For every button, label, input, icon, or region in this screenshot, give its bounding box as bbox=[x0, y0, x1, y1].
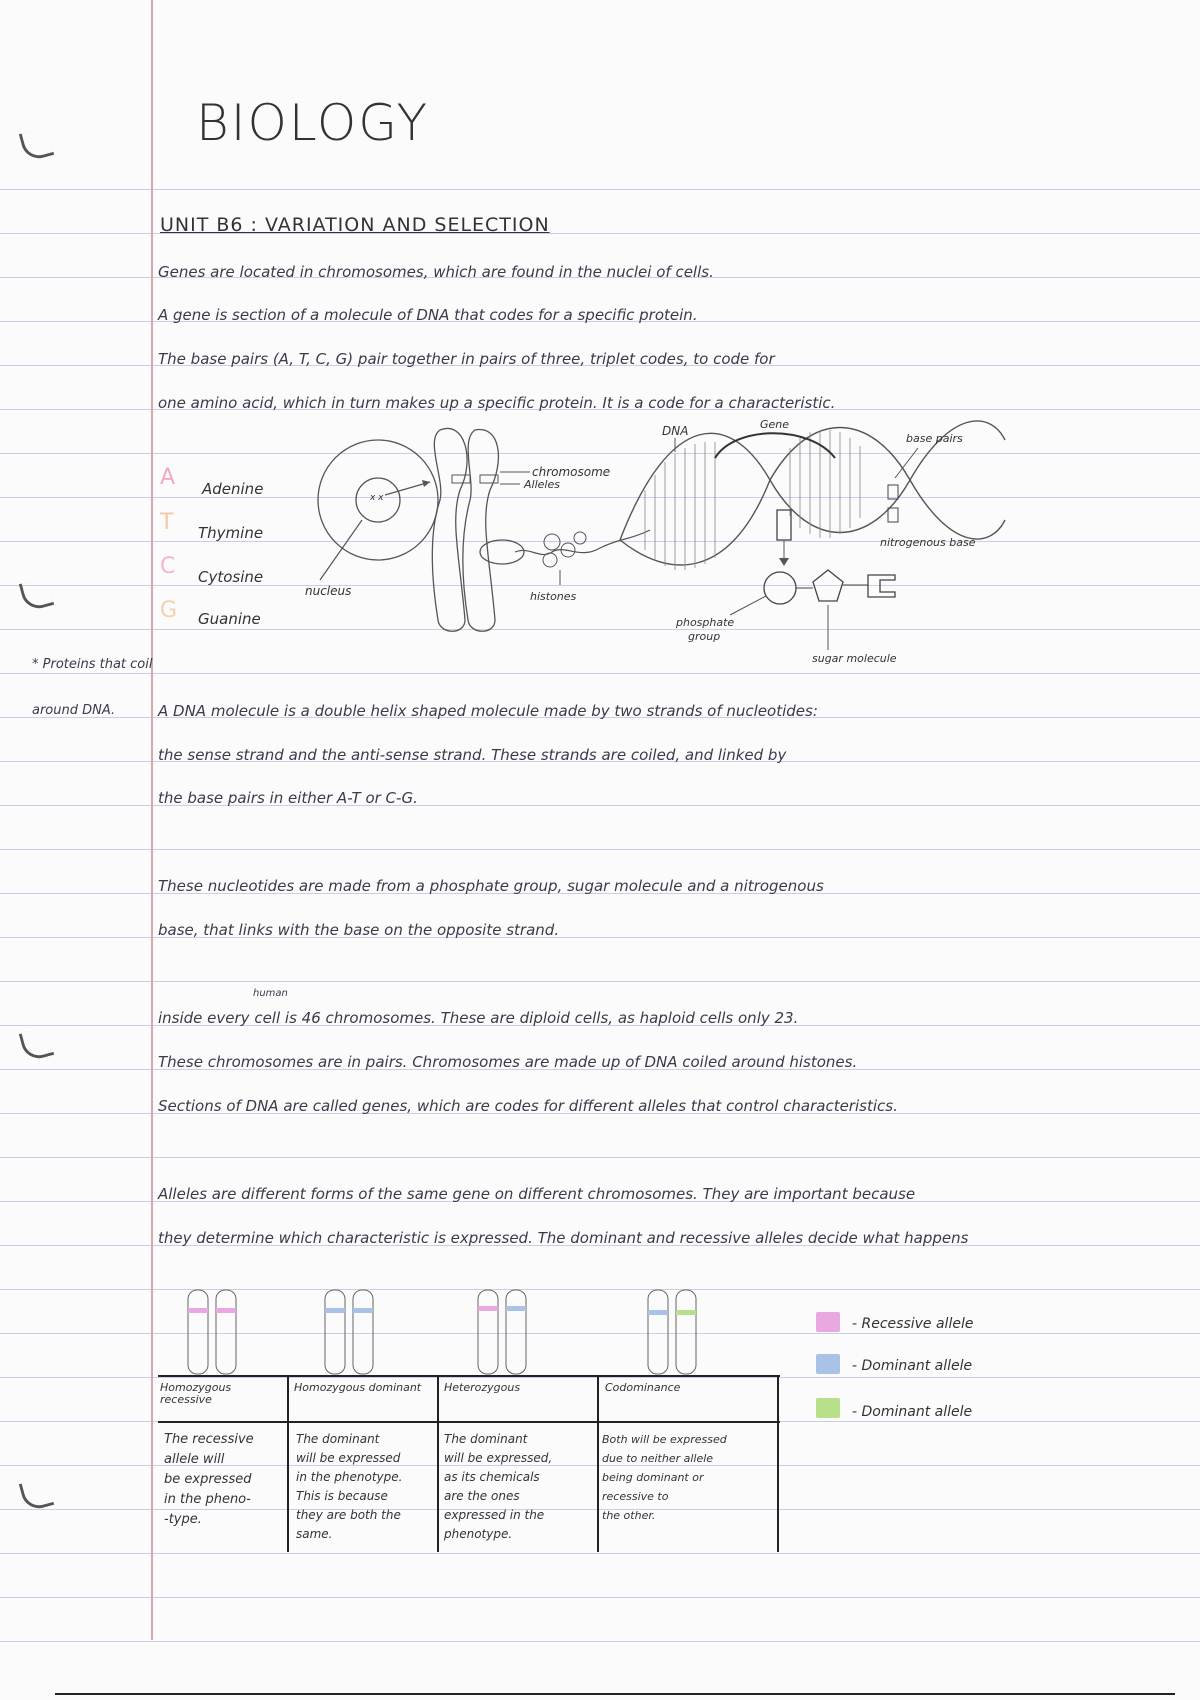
page-title: BIOLOGY bbox=[196, 94, 430, 152]
dna-diagram bbox=[290, 420, 1010, 670]
binding-hole bbox=[19, 577, 55, 613]
base-letter-a: A bbox=[160, 465, 176, 490]
base-name-adenine: Adenine bbox=[202, 480, 264, 498]
allele-box bbox=[452, 475, 470, 483]
nucleus-pointer bbox=[320, 520, 362, 580]
unit-heading: UNIT B6 : VARIATION AND SELECTION bbox=[160, 214, 550, 236]
zoom-arrowhead bbox=[422, 480, 430, 487]
nucleotide-arrowhead bbox=[779, 558, 789, 566]
table-header: Heterozygous bbox=[444, 1381, 521, 1394]
phosphate-group-label-2: group bbox=[688, 630, 721, 643]
gene-label: Gene bbox=[760, 420, 790, 431]
table-cell: Both will be expressed due to neither allele being dominant or recessive to the other. bbox=[602, 1433, 727, 1522]
codominant-allele-key: - Dominant allele bbox=[852, 1404, 973, 1420]
phosphate-group-circle bbox=[764, 572, 796, 604]
table-cell: The recessive allele will be expressed in the pheno- -type. bbox=[164, 1432, 254, 1527]
dominant-allele-key: - Dominant allele bbox=[852, 1358, 973, 1374]
pair-heterozygous bbox=[478, 1290, 526, 1374]
recessive-allele-key: - Recessive allele bbox=[852, 1316, 974, 1332]
text-line: inside every cell is 46 chromosomes. These are diploid cells, as haploid cells only 23. bbox=[158, 1009, 799, 1027]
text-line: Genes are located in chromosomes, which are found in the nuclei of cells. bbox=[158, 263, 714, 281]
sugar-pentagon bbox=[813, 570, 843, 601]
gene-bracket bbox=[715, 433, 835, 458]
text-line: A DNA molecule is a double helix shaped molecule made by two strands of nucleotides: bbox=[158, 702, 818, 720]
text-line: the sense strand and the anti-sense strand. These strands are coiled, and linked by bbox=[158, 746, 787, 764]
margin-note-line: around DNA. bbox=[32, 703, 116, 718]
nitrogenous-base-shape bbox=[868, 575, 895, 597]
table-header: Codominance bbox=[605, 1381, 681, 1394]
pair-codominance bbox=[648, 1290, 696, 1374]
histones-label: histones bbox=[530, 590, 577, 603]
dna-strand-coil bbox=[515, 530, 650, 555]
pair-homozygous-recessive bbox=[188, 1290, 236, 1374]
human-insert: human bbox=[253, 988, 288, 999]
nucleotide-highlight bbox=[777, 510, 791, 540]
nitrogenous-base-label: nitrogenous base bbox=[880, 536, 976, 549]
text-line: they determine which characteristic is expressed. The dominant and recessive alleles decide what happens bbox=[158, 1229, 969, 1247]
histone-bead bbox=[543, 553, 557, 567]
page-bottom-rule bbox=[55, 1693, 1175, 1695]
binding-hole bbox=[19, 127, 55, 163]
histone-bead bbox=[574, 532, 586, 544]
pair-homozygous-dominant bbox=[325, 1290, 373, 1374]
alleles-label: Alleles bbox=[524, 478, 560, 491]
text-line: one amino acid, which in turn makes up a specific protein. It is a code for a characteristic. bbox=[158, 394, 836, 412]
base-name-cytosine: Cytosine bbox=[198, 568, 264, 586]
histone-shape bbox=[480, 540, 524, 564]
binding-hole bbox=[19, 1477, 55, 1513]
text-line: These chromosomes are in pairs. Chromosomes are made up of DNA coiled around histones. bbox=[158, 1053, 858, 1071]
dna-label: DNA bbox=[662, 424, 689, 438]
base-pair-box bbox=[888, 508, 898, 522]
dominant-allele-swatch bbox=[816, 1354, 840, 1374]
text-line: The base pairs (A, T, C, G) pair together in pairs of three, triplet codes, to code for bbox=[158, 350, 775, 368]
histone-bead bbox=[544, 534, 560, 550]
text-line: the base pairs in either A-T or C-G. bbox=[158, 789, 418, 807]
binding-hole bbox=[19, 1027, 55, 1063]
nucleus-label: nucleus bbox=[305, 584, 352, 598]
base-name-thymine: Thymine bbox=[198, 524, 264, 542]
phosphate-pointer bbox=[730, 596, 766, 615]
table-header: Homozygous recessive bbox=[160, 1381, 232, 1406]
base-letter-g: G bbox=[160, 598, 178, 623]
base-letter-t: T bbox=[160, 510, 174, 535]
chromosome-label: chromosome bbox=[532, 465, 611, 479]
recessive-allele-swatch bbox=[816, 1312, 840, 1332]
codominant-allele-swatch bbox=[816, 1398, 840, 1418]
base-pair-box bbox=[888, 485, 898, 499]
base-pairs-label: base pairs bbox=[906, 432, 963, 445]
chromosome-right-arm bbox=[463, 430, 499, 632]
text-line: Sections of DNA are called genes, which are codes for different alleles that control characteristics. bbox=[158, 1097, 898, 1115]
table-cell: The dominant will be expressed, as its chemicals are the ones expressed in the phenotype. bbox=[444, 1432, 553, 1541]
text-line: base, that links with the base on the opposite strand. bbox=[158, 921, 560, 939]
text-line: A gene is section of a molecule of DNA that codes for a specific protein. bbox=[158, 306, 698, 324]
allele-chromosome-pairs bbox=[160, 1280, 780, 1380]
chromosome-left-arm bbox=[432, 428, 467, 631]
sugar-molecule-label: sugar molecule bbox=[812, 652, 897, 665]
nucleus-x-mark: x x bbox=[370, 493, 384, 503]
table-header: Homozygous dominant bbox=[294, 1381, 422, 1394]
base-letter-c: C bbox=[160, 554, 176, 579]
text-line: These nucleotides are made from a phosphate group, sugar molecule and a nitrogenous bbox=[158, 877, 824, 895]
margin-note-line: * Proteins that coil bbox=[32, 657, 153, 672]
text-line: Alleles are different forms of the same gene on different chromosomes. They are important because bbox=[158, 1185, 916, 1203]
phosphate-group-label: phosphate bbox=[676, 616, 735, 629]
base-name-guanine: Guanine bbox=[198, 610, 261, 628]
table-cell: The dominant will be expressed in the phenotype. This is because they are both the same. bbox=[296, 1432, 403, 1541]
